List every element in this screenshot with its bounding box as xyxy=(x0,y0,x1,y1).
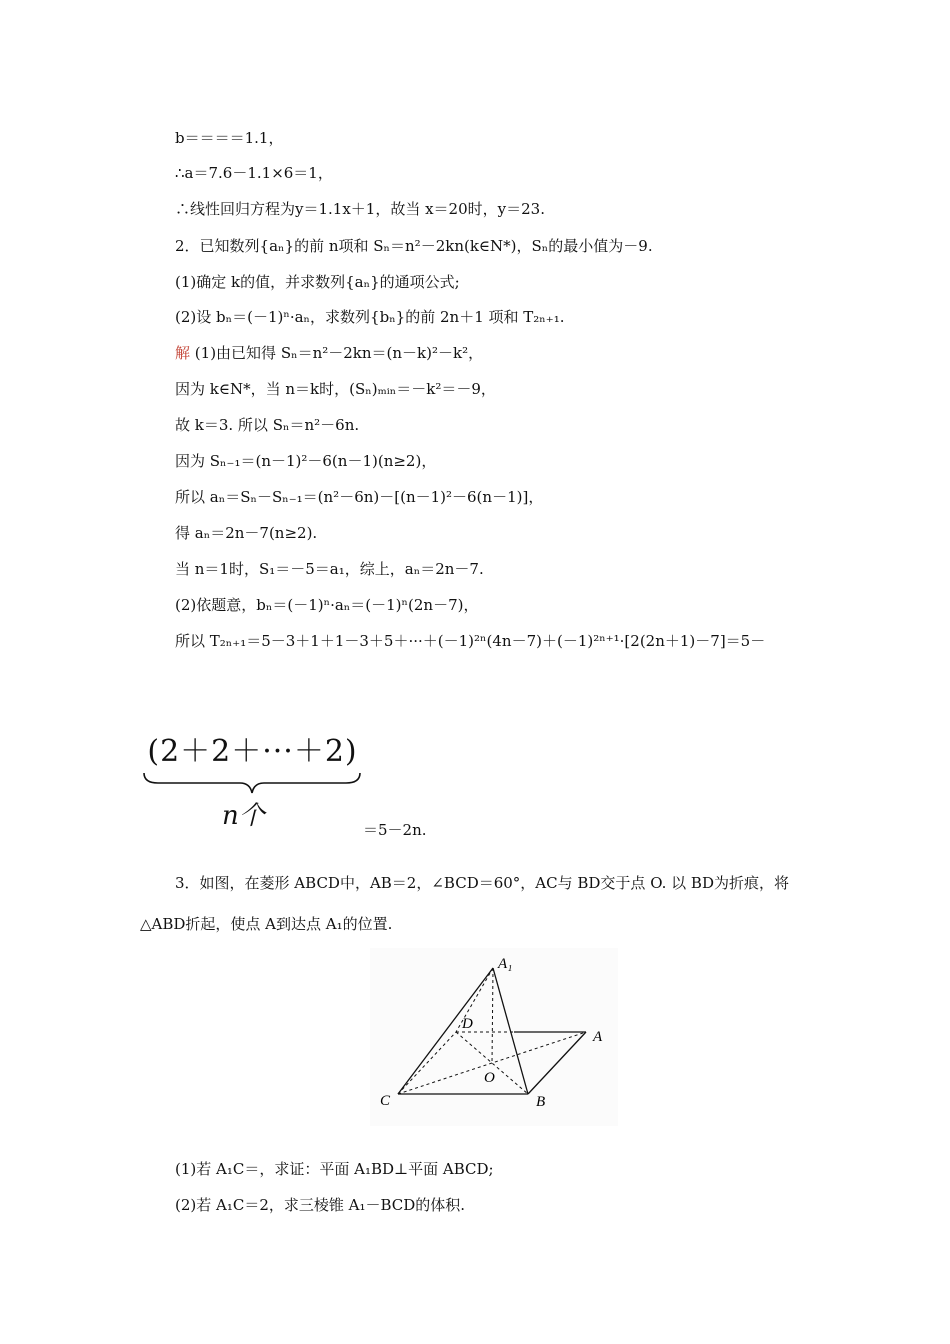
line-3: ∴线性回归方程为y＝1.1x＋1，故当 x＝20时，y＝23. xyxy=(175,200,545,218)
solution-line-9: 所以 T₂ₙ₊₁＝5－3＋1＋1－3＋5＋···＋(－1)²ⁿ(4n－7)＋(－1)²ⁿ⁺¹·[2(2n＋1)－7]＝5－ xyxy=(175,632,766,650)
solution-line-4: 因为 Sₙ₋₁＝(n－1)²－6(n－1)(n≥2)， xyxy=(175,452,437,470)
problem-3-line-2: △ABD折起，使点 A到达点 A₁的位置. xyxy=(140,915,393,933)
rhombus-fold-figure xyxy=(370,948,618,1126)
line-1: b＝＝＝＝1.1， xyxy=(175,129,284,147)
underbrace-expression xyxy=(140,735,365,835)
label-c: C xyxy=(380,1093,391,1109)
solution-line-5: 所以 aₙ＝Sₙ－Sₙ₋₁＝(n²－6n)－[(n－1)²－6(n－1)]， xyxy=(175,488,544,506)
label-o: O xyxy=(484,1070,495,1086)
problem-3-part-1: (1)若 A₁C＝，求证：平面 A₁BD⊥平面 ABCD; xyxy=(175,1160,494,1178)
solution-line-2: 因为 k∈N*，当 n＝k时，(Sₙ)ₘᵢₙ＝－k²＝－9， xyxy=(175,380,496,398)
problem-2-statement: 2．已知数列{aₙ}的前 n项和 Sₙ＝n²－2kn(k∈N*)，Sₙ的最小值为－9. xyxy=(175,237,653,255)
problem-3-part-2: (2)若 A₁C＝2，求三棱锥 A₁－BCD的体积. xyxy=(175,1196,466,1214)
label-b: B xyxy=(536,1094,546,1110)
solution-line-6: 得 aₙ＝2n－7(n≥2). xyxy=(175,524,318,542)
equation-tail: ＝5－2n. xyxy=(363,821,427,839)
problem-2-part-2: (2)设 bₙ＝(－1)ⁿ·aₙ，求数列{bₙ}的前 2n＋1 项和 T₂ₙ₊₁. xyxy=(175,308,565,326)
problem-2-part-1: (1)确定 k的值，并求数列{aₙ}的通项公式; xyxy=(175,273,460,291)
underbrace-top: (2＋2＋···＋2) xyxy=(147,734,358,769)
solution-text: (1)由已知得 Sₙ＝n²－2kn＝(n－k)²－k²， xyxy=(194,344,484,362)
solution-line-3: 故 k＝3. 所以 Sₙ＝n²－6n. xyxy=(175,416,360,434)
solution-label: 解 xyxy=(175,344,191,362)
line-2: ∴a＝7.6－1.1×6＝1， xyxy=(175,164,333,182)
underbrace-label: n个 xyxy=(222,801,265,831)
label-a: A xyxy=(593,1029,603,1045)
label-a1: A₁ xyxy=(498,956,513,972)
solution-line-1 xyxy=(175,343,483,363)
solution-line-7: 当 n＝1时，S₁＝－5＝a₁，综上，aₙ＝2n－7. xyxy=(175,560,484,578)
label-d: D xyxy=(462,1016,473,1032)
underbrace-icon xyxy=(140,771,365,795)
solution-line-8: (2)依题意，bₙ＝(－1)ⁿ·aₙ＝(－1)ⁿ(2n－7)， xyxy=(175,596,479,614)
problem-3-line-1: 3．如图，在菱形 ABCD中，AB＝2，∠BCD＝60°，AC与 BD交于点 O. 以 BD为折痕，将 xyxy=(175,874,789,892)
